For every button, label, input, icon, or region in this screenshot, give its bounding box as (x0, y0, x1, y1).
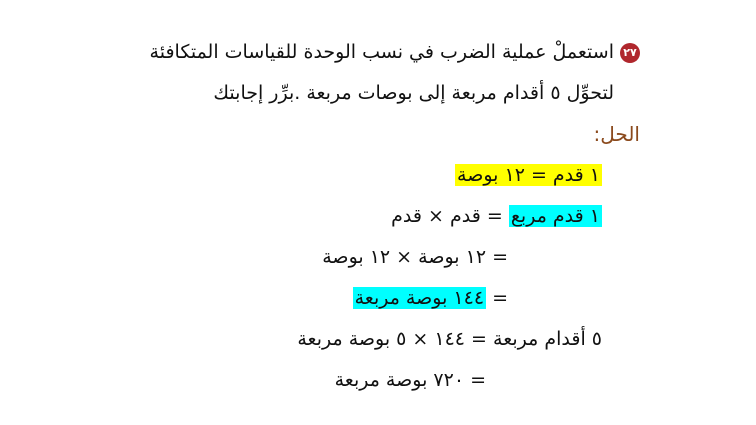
problem-text-1: استعملْ عملية الضرب في نسب الوحدة للقياسات المتكافئة (149, 41, 614, 63)
problem-text-2: لتحوِّل ٥ أقدام مربعة إلى بوصات مربعة .برِّر إجابتك (213, 82, 614, 104)
step-1-highlight: ١ قدم = ١٢ بوصة (457, 164, 600, 186)
step-5 (297, 326, 602, 352)
step-4 (353, 285, 508, 311)
step-4-highlight: ١٤٤ بوصة مربعة (354, 287, 485, 309)
step-4-prefix: = (486, 287, 508, 309)
step-2-highlight: ١ قدم مربع (510, 205, 600, 227)
step-6 (335, 367, 486, 393)
problem-line-1 (150, 39, 640, 65)
solution-label: الحل: (593, 122, 640, 146)
step-3 (322, 244, 508, 270)
problem-number-badge: ٢٧ (620, 43, 640, 63)
step-2-rest: = قدم × قدم (391, 205, 509, 227)
step-1 (455, 162, 602, 188)
step-2 (391, 203, 602, 229)
step-6-text: = ٧٢٠ بوصة مربعة (334, 369, 486, 391)
problem-line-2 (213, 80, 614, 106)
step-5-text: ٥ أقدام مربعة = ١٤٤ × ٥ بوصة مربعة (297, 328, 602, 350)
step-3-text: = ١٢ بوصة × ١٢ بوصة (322, 246, 508, 268)
